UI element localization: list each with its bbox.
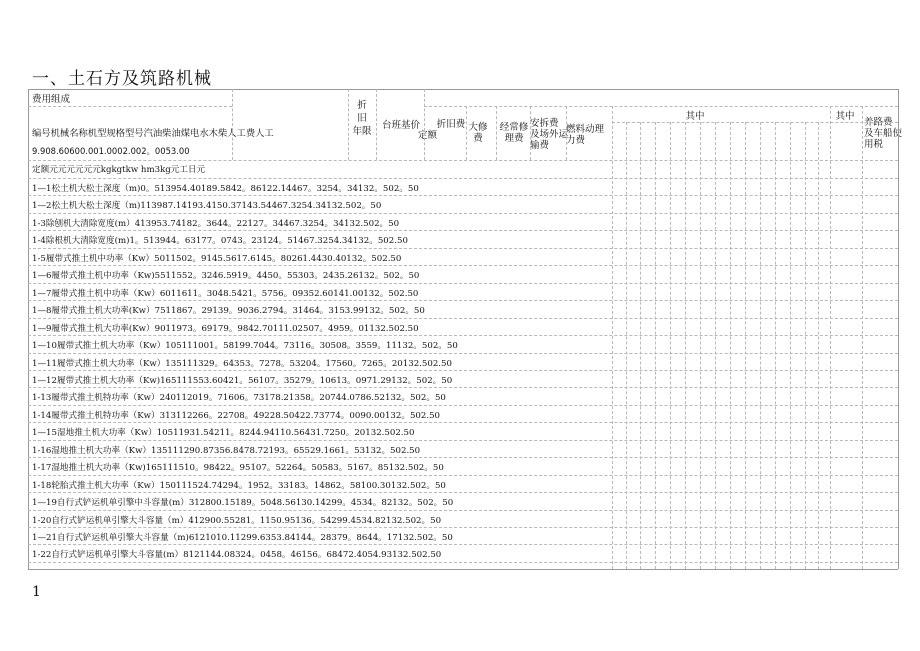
row-content: 湿地推土机大功率（Kw）10511931.54211。8244.94110.56431.7250。20132.502.50 bbox=[57, 428, 415, 438]
row-code: 1-13 bbox=[32, 393, 52, 403]
table-row bbox=[32, 287, 418, 299]
row-code: 1—9 bbox=[32, 324, 52, 334]
grid-vline bbox=[830, 106, 831, 569]
table-row bbox=[32, 322, 419, 334]
row-content: 自行式铲运机单引擎大斗容量（m)6121010.11299.6353.84144。28379。8644。17132.502。50 bbox=[57, 533, 453, 543]
grid-vline bbox=[805, 122, 806, 569]
table-row bbox=[32, 339, 458, 351]
page-title: 一、土石方及筑路机械 bbox=[32, 69, 212, 89]
table-row bbox=[32, 479, 446, 491]
grid-hline bbox=[28, 492, 898, 493]
grid-hline bbox=[28, 89, 898, 90]
grid-vline bbox=[760, 122, 761, 569]
grid-hline bbox=[28, 230, 898, 231]
row-content: 除刨机大清除宽度(m）413953.74182。3644。22127。34467.3254。34132.502。50 bbox=[45, 219, 400, 229]
grid-hline bbox=[28, 544, 898, 545]
table-row bbox=[32, 391, 446, 403]
table-row bbox=[32, 199, 381, 211]
row-content: 履带式推土机中功率（Kw）5011502。9145.5617.6145。80261.4430.40132。502.50 bbox=[45, 254, 402, 264]
table-row bbox=[32, 252, 401, 264]
depreciation-years-header bbox=[348, 100, 376, 137]
header-line: 年限 bbox=[352, 126, 372, 137]
grid-hline bbox=[28, 318, 898, 319]
grid-vline bbox=[655, 122, 656, 569]
columns-line: 编号机械名称机型规格型号汽油柴油煤电水木柴人工费人工 bbox=[32, 128, 274, 139]
row-code: 1-22 bbox=[32, 550, 52, 560]
grid-vline bbox=[612, 106, 613, 569]
grid-hline bbox=[28, 353, 898, 354]
row-content: 履带式推土机大功率(Kw）9011973。69179。9842.70111.02507。4959。01132.502.50 bbox=[51, 324, 419, 334]
row-code: 1—2 bbox=[32, 201, 52, 211]
grid-vline bbox=[862, 106, 863, 569]
row-code: 1-5 bbox=[32, 254, 46, 264]
grid-hline bbox=[28, 510, 898, 511]
row-content: 松土机大松土深度（m)0。513954.40189.5842。86122.14467。3254。34132。502。50 bbox=[51, 184, 419, 194]
table-row bbox=[32, 461, 444, 473]
table-row bbox=[32, 514, 441, 526]
row-code: 1—12 bbox=[32, 376, 57, 386]
units-line: 定额元元元元元元kgkgtkw hm3kg元工日元 bbox=[32, 165, 206, 175]
table-row bbox=[32, 531, 453, 543]
grid-vline bbox=[566, 106, 567, 160]
header-line: 及车船使 bbox=[864, 128, 903, 139]
row-code: 1—7 bbox=[32, 289, 52, 299]
row-content: 松土机大松土深度（m)113987.14193.4150.37143.54467.3254.34132.502。50 bbox=[51, 201, 382, 211]
row-code: 1-3 bbox=[32, 219, 46, 229]
header-line: 折 bbox=[357, 100, 367, 111]
table-row bbox=[32, 269, 419, 281]
header-line: 理费 bbox=[504, 133, 524, 144]
table-row bbox=[32, 234, 408, 246]
grid-hline bbox=[28, 527, 898, 528]
grid-vline bbox=[670, 122, 671, 569]
grid-hline bbox=[28, 370, 898, 371]
table-row bbox=[32, 357, 452, 369]
grid-vline bbox=[28, 89, 29, 569]
grid-vline bbox=[466, 106, 467, 160]
row-code: 1-16 bbox=[32, 446, 52, 456]
row-content: 湿地推土机大功率（Kw)165111510。98422。95107。52264。50583。5167。85132.502。50 bbox=[51, 463, 444, 473]
grid-hline bbox=[28, 265, 898, 266]
header-line: 力费 bbox=[566, 135, 586, 146]
header-line: 安拆费 bbox=[530, 118, 559, 129]
fuel-fee-header bbox=[566, 124, 612, 146]
grid-vline bbox=[730, 122, 731, 569]
table-row bbox=[32, 426, 414, 438]
grid-vline bbox=[818, 122, 819, 569]
row-content: 除根机大清除宽度(m)1。513944。63177。0743。23124。51467.3254.34132。502.50 bbox=[45, 236, 408, 246]
grid-hline bbox=[28, 248, 898, 249]
grid-hline bbox=[28, 300, 898, 301]
header-line: 用税 bbox=[864, 139, 884, 150]
header-line: 折旧费 bbox=[436, 119, 466, 130]
grid-hline bbox=[28, 422, 898, 423]
table-row bbox=[32, 444, 420, 456]
grid-hline bbox=[28, 213, 898, 214]
header-line: 经常修 bbox=[499, 122, 529, 133]
row-content: 自行式铲运机单引擎大斗容量（m）412900.55281。1150.95136。54299.4534.82132.502。50 bbox=[51, 516, 442, 526]
row-content: 履带式推土机大功率(Kw）7511867。29139。9036.2794。31464。3153.99132。502。50 bbox=[51, 306, 425, 316]
header-line: 定额 bbox=[418, 130, 438, 141]
grid-vline bbox=[700, 122, 701, 569]
table-row bbox=[32, 374, 452, 386]
grid-vline bbox=[790, 122, 791, 569]
header-line: 燃料动理 bbox=[566, 124, 605, 135]
grid-vline bbox=[530, 106, 531, 160]
grid-vline bbox=[626, 122, 627, 569]
numbers-line: 9.908.60600.001.0002.002。0053.00 bbox=[32, 146, 190, 156]
table-row bbox=[32, 217, 399, 229]
row-code: 1—6 bbox=[32, 271, 52, 281]
table-row bbox=[32, 304, 425, 316]
of-which-header-1: 其中 bbox=[685, 111, 705, 122]
header-line: 费 bbox=[473, 133, 483, 144]
row-content: 履带式推土机大功率（Kw）105111001。58199.7044。73116。30508。3559。11132。502。50 bbox=[57, 341, 458, 351]
row-code: 1—21 bbox=[32, 533, 57, 543]
row-content: 轮胎式推土机大功率（Kw）150111524.74294。1952。33183。14862。58100.30132.502。50 bbox=[51, 481, 446, 491]
grid-hline bbox=[28, 335, 898, 336]
row-content: 自行式铲运机单引擎中斗容量(m）312800.15189。5048.56130.14299。4534。82132。502。50 bbox=[57, 498, 454, 508]
grid-vline bbox=[424, 89, 425, 160]
depreciation-fee-header bbox=[418, 119, 466, 141]
grid-hline bbox=[28, 457, 898, 458]
row-content: 履带式推土机中功率（Kw)5511552。3246.5919。4450。55303。2435.26132。502。50 bbox=[51, 271, 420, 281]
row-code: 1—19 bbox=[32, 498, 57, 508]
grid-hline bbox=[28, 160, 898, 161]
row-content: 湿地推土机大功率（Kw）135111290.87356.8478.72193。65529.1661。53132。502.50 bbox=[51, 446, 421, 456]
row-content: 履带式推土机大功率（Kw）135111329。64353。7278。53204。17560。7265。20132.502.50 bbox=[57, 359, 452, 369]
row-content: 履带式推土机特功率（Kw）313112266。22708。49228.50422.73774。0090.00132。502.50 bbox=[51, 411, 441, 421]
grid-vline bbox=[496, 106, 497, 160]
table-row bbox=[32, 182, 419, 194]
page-number: 1 bbox=[32, 584, 41, 600]
overhaul-fee-header bbox=[466, 122, 490, 144]
row-code: 1-18 bbox=[32, 481, 52, 491]
grid-hline bbox=[28, 440, 898, 441]
row-code: 1—1 bbox=[32, 184, 52, 194]
grid-hline bbox=[28, 569, 898, 570]
row-code: 1-20 bbox=[32, 516, 52, 526]
of-which-header-2: 其中 bbox=[835, 111, 855, 122]
grid-vline bbox=[775, 122, 776, 569]
header-line: 输费 bbox=[530, 140, 550, 151]
table-row bbox=[32, 548, 441, 560]
row-code: 1—8 bbox=[32, 306, 52, 316]
grid-vline bbox=[898, 89, 899, 569]
grid-vline bbox=[745, 122, 746, 569]
row-code: 1—11 bbox=[32, 359, 57, 369]
row-content: 履带式推土机特功率（Kw）240112019。71606。73178.21358。20744.0786.52132。502。50 bbox=[51, 393, 446, 403]
row-code: 1-4 bbox=[32, 236, 46, 246]
header-line: 及场外运 bbox=[530, 129, 569, 140]
routine-fee-header bbox=[496, 122, 532, 144]
grid-hline bbox=[28, 405, 898, 406]
grid-hline bbox=[28, 562, 898, 563]
table-row bbox=[32, 409, 440, 421]
row-content: 自行式铲运机单引擎大斗容量(m）8121144.08324。0458。46156。68472.4054.93132.502.50 bbox=[51, 550, 442, 560]
grid-vline bbox=[376, 89, 377, 160]
row-code: 1—15 bbox=[32, 428, 57, 438]
table-row bbox=[32, 496, 453, 508]
grid-hline bbox=[28, 178, 898, 179]
grid-hline bbox=[28, 387, 898, 388]
row-code: 1—10 bbox=[32, 341, 57, 351]
grid-hline bbox=[28, 475, 898, 476]
cost-composition-label: 费用组成 bbox=[32, 94, 71, 105]
row-code: 1-14 bbox=[32, 411, 52, 421]
header-line: 养路费 bbox=[864, 117, 893, 128]
grid-vline bbox=[348, 89, 349, 160]
header-line: 旧 bbox=[357, 113, 367, 124]
row-content: 履带式推土机大功率（Kw)165111553.60421。56107。35279。10613。0971.29132。502。50 bbox=[57, 376, 453, 386]
base-price-header: 台班基价 bbox=[381, 120, 420, 131]
grid-vline bbox=[685, 122, 686, 569]
grid-hline bbox=[28, 195, 898, 196]
grid-vline bbox=[232, 89, 233, 160]
grid-hline bbox=[28, 283, 898, 284]
grid-hline bbox=[28, 106, 232, 107]
grid-vline bbox=[715, 122, 716, 569]
row-code: 1-17 bbox=[32, 463, 52, 473]
grid-vline bbox=[640, 122, 641, 569]
header-line: 大修 bbox=[468, 122, 488, 133]
row-content: 履带式推土机中功率（Kw）6011611。3048.5421。5756。09352.60141.00132。502.50 bbox=[51, 289, 419, 299]
